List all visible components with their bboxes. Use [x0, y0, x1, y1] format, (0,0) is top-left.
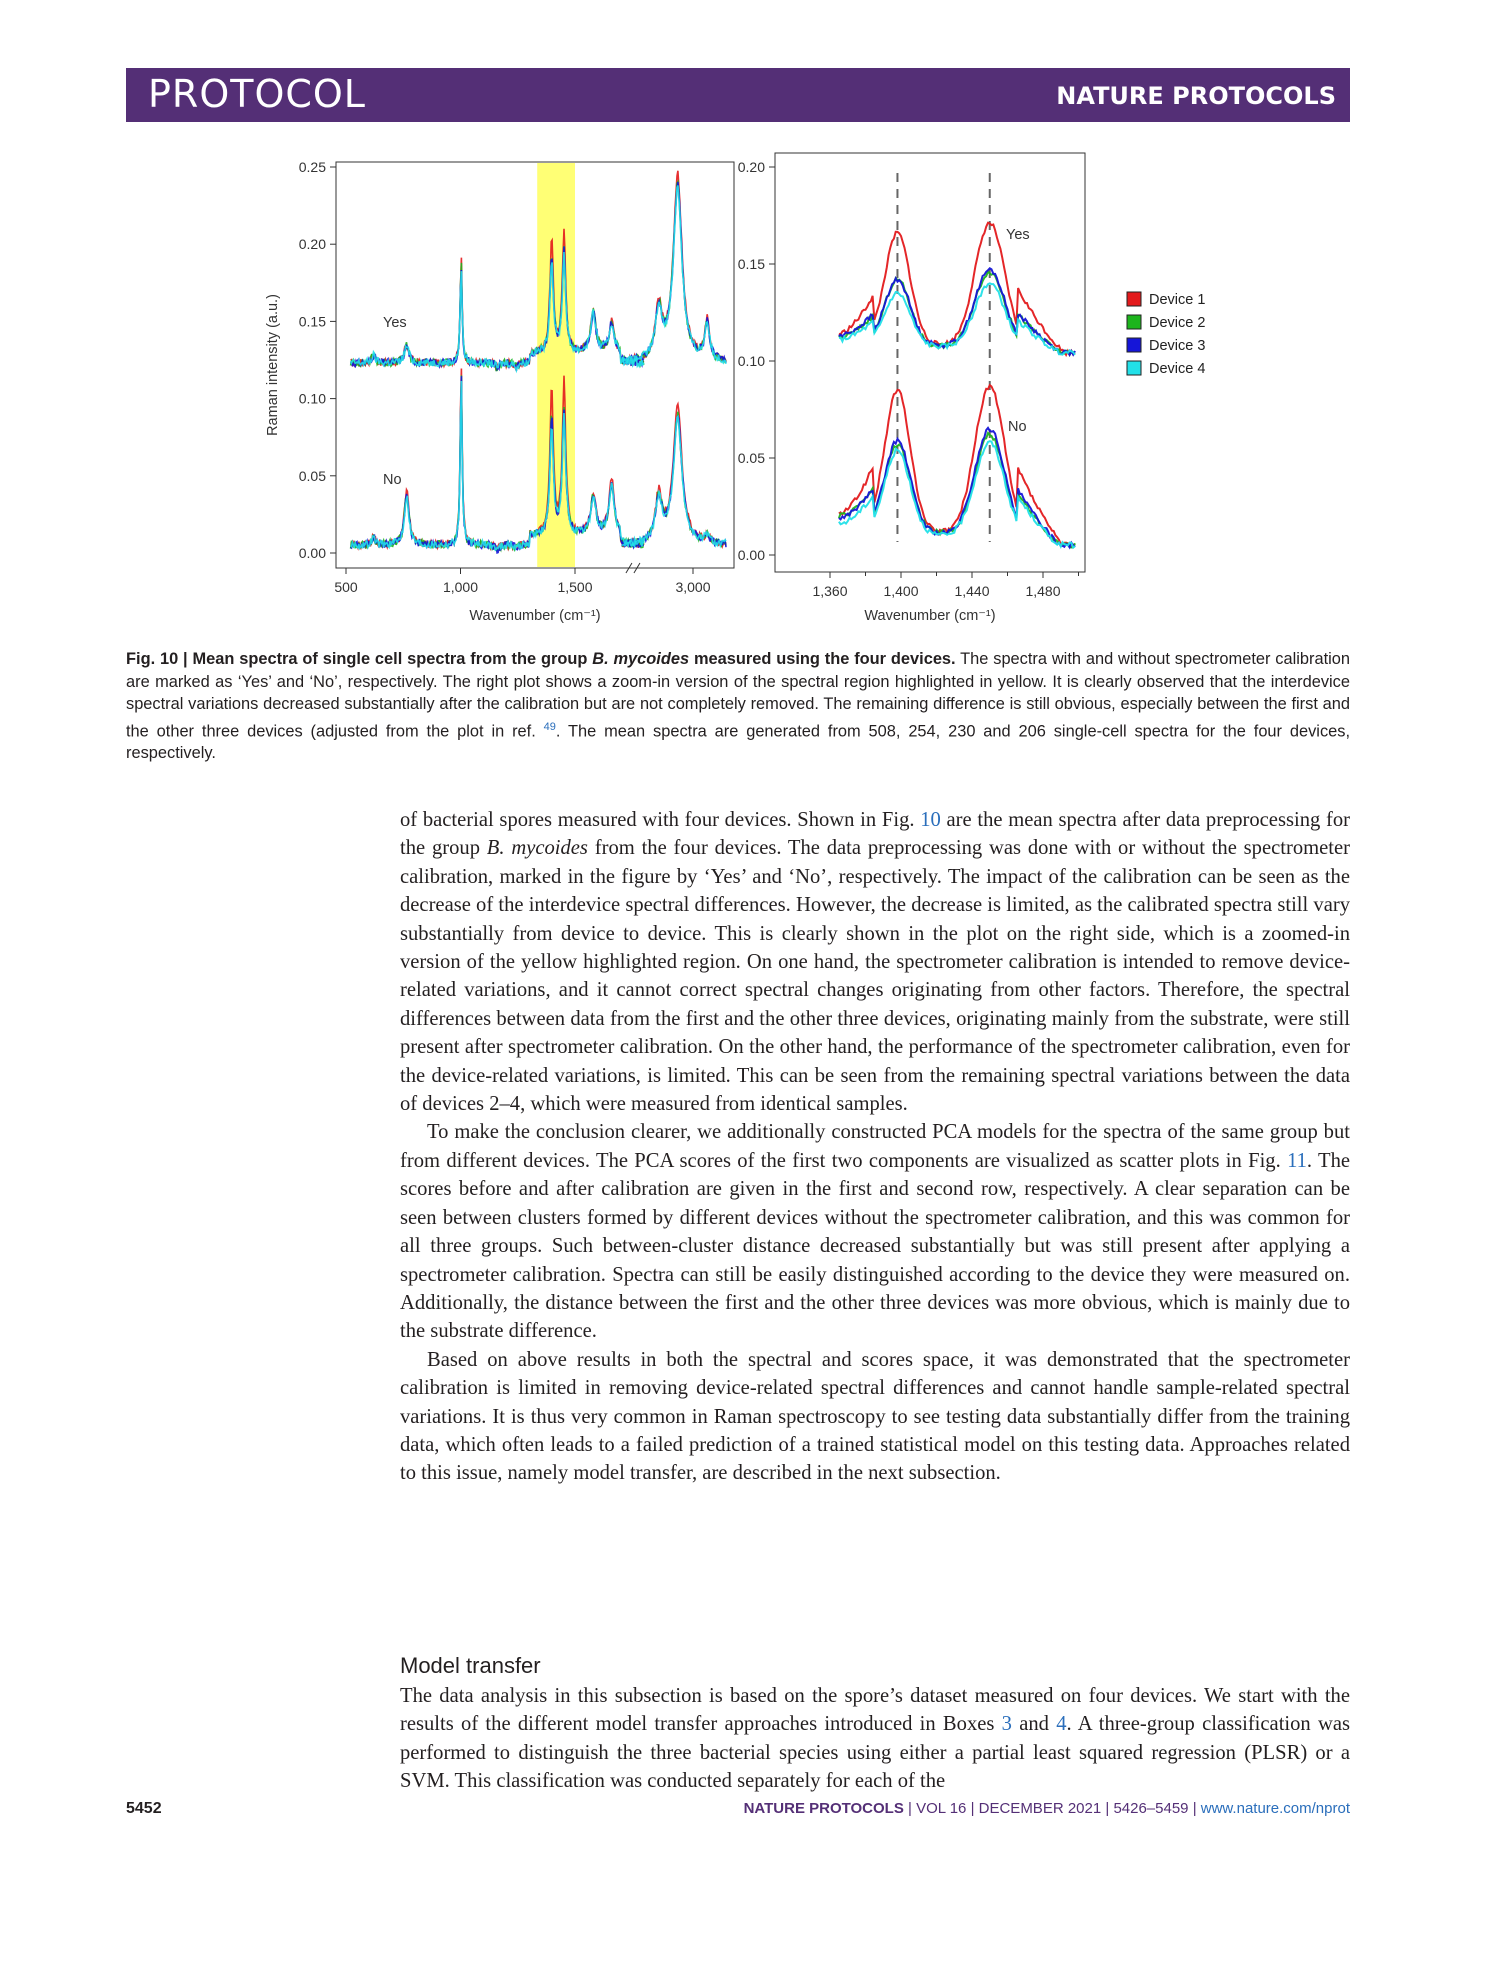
- x-tick-label: 1,400: [883, 583, 919, 599]
- series-line-device-2-yes: [351, 246, 644, 371]
- p1-text-a: of bacterial spores measured with four devices. Shown in Fig.: [400, 809, 921, 831]
- x-axis-label: Wavenumber (cm⁻¹): [469, 608, 601, 624]
- legend-swatch: [1127, 338, 1141, 352]
- legend-swatch: [1127, 292, 1141, 306]
- y-tick-label: 0.20: [737, 159, 765, 175]
- paragraph-4: [400, 1682, 1350, 1796]
- footer-sep: |: [1188, 1800, 1201, 1817]
- caption-ref[interactable]: 49: [543, 720, 556, 733]
- annotation-yes: Yes: [383, 315, 407, 331]
- x-tick-label: 3,000: [675, 579, 711, 595]
- p4-text-b: . A three-group classification was performed to distinguish the three bacterial species using either a partial least squared regression (PLSR) or a SVM. This classification was conducted separately for each of the: [400, 1713, 1351, 1793]
- header-band: [126, 68, 1350, 122]
- p1-text-c: from the four devices. The data preprocessing was done with or without the spectrometer calibration, marked in the figure by ‘Yes’ and ‘No’, respectively. The impact of the calibration can be seen as the decrease of the interdevice spectral differences. However, the decrease is limited, as the calibrated spectra still vary substantially from device to device. This is clearly shown in the plot on the right side, which is a zoomed-in version of the yellow highlighted region. On one hand, the spectrometer calibration is intended to remove device-related variations, and it cannot correct spectral changes originating from other factors. Therefore, the spectral differences between data from the first and the other three devices, originating mainly from the substrate, were still present after spectrometer calibration. On the other hand, the performance of the spectrometer calibration, even for the device-related variations, is limited. This can be seen from the remaining spectral variations between the data of devices 2–4, which were measured from identical samples.: [400, 837, 1350, 1116]
- caption-title-pre: Mean spectra of single cell spectra from the group: [192, 650, 593, 668]
- body-text-2: [400, 1682, 1350, 1796]
- footer-pages: 5426–5459: [1113, 1800, 1189, 1817]
- footer-sep: |: [903, 1800, 917, 1817]
- chart-legend: [1127, 292, 1205, 377]
- y-axis-label: Raman intensity (a.u.): [265, 294, 281, 436]
- x-tick-label: 1,440: [954, 583, 990, 599]
- y-tick-label: 0.20: [298, 236, 326, 253]
- y-tick-label: 0.15: [737, 256, 765, 272]
- y-tick-label: 0.10: [298, 390, 326, 407]
- fig-10-link[interactable]: 10: [920, 809, 941, 831]
- y-tick-label: 0.00: [298, 545, 326, 561]
- p2-text-a: To make the conclusion clearer, we additionally constructed PCA models for the spectra of the same group but from different devices. The PCA scores of the first two components are visualized as scatter plots in Fig.: [400, 1121, 1350, 1172]
- body-text: [400, 806, 1350, 1488]
- caption-label: Fig. 10 |: [126, 650, 188, 668]
- x-tick-label: 500: [334, 579, 358, 595]
- legend-label: Device 3: [1149, 338, 1206, 354]
- left-chart: [265, 159, 734, 624]
- legend-label: Device 4: [1149, 361, 1206, 377]
- footer-sep: |: [966, 1800, 979, 1817]
- p1-text-b: are the mean spectra after data preprocessing for the group: [400, 809, 1350, 860]
- fig-11-link[interactable]: 11: [1287, 1149, 1307, 1172]
- p4-text-a: The data analysis in this subsection is based on the spore’s dataset measured on four devices. We start with the results of the different model transfer approaches introduced in Boxes: [400, 1685, 1350, 1736]
- paragraph-1: [400, 806, 1350, 1118]
- p1-species: B. mycoides: [486, 837, 588, 860]
- series-line-device-2-no: [622, 412, 726, 547]
- legend-swatch: [1127, 315, 1141, 329]
- footer-date: DECEMBER 2021: [978, 1800, 1102, 1817]
- box-3-link[interactable]: 3: [1001, 1713, 1012, 1736]
- footer-citation: [744, 1800, 1350, 1817]
- section-heading: Model transfer: [400, 1653, 541, 1678]
- footer-sep: |: [1101, 1800, 1114, 1817]
- y-tick-label: 0.00: [737, 547, 765, 563]
- footer-journal: NATURE PROTOCOLS: [743, 1800, 904, 1817]
- figure-10: [0, 140, 1489, 640]
- x-axis-label: Wavenumber (cm⁻¹): [864, 608, 996, 624]
- journal-name: NATURE PROTOCOLS: [1056, 82, 1336, 110]
- y-tick-label: 0.05: [298, 467, 326, 484]
- p2-text-b: . The scores before and after calibration are given in the first and second row, respectively. A clear separation can be seen between clusters formed by different devices without the spectrometer calibration, and this was common for all three groups. Such between-cluster distance decreased substantially but was still present after applying a spectrometer calibration. Spectra can still be easily distinguished according to the device they were measured on. Additionally, the distance between the first and the other three devices was more obvious, which is mainly due to the substrate difference.: [400, 1149, 1351, 1343]
- page-number: 5452: [126, 1800, 162, 1817]
- caption-text-a: The spectra with and without spectrometer calibration are marked as ‘Yes’ and ‘No’, respectively. The right plot shows a zoom-in version of the spectral region highlighted in yellow. It is clearly observed that the interdevice spectral variations decreased substantially after the calibration but are not completely removed. The remaining difference is still obvious, especially between the first and the other three devices (adjusted from the plot in ref.: [126, 650, 1351, 740]
- y-tick-label: 0.25: [298, 159, 326, 175]
- right-chart: [738, 153, 1085, 624]
- annotation-no: No: [383, 472, 402, 488]
- x-tick-label: 1,480: [1025, 583, 1061, 599]
- section-title: PROTOCOL: [148, 72, 366, 116]
- figure-caption: [126, 648, 1350, 765]
- caption-title-post: measured using the four devices.: [689, 650, 956, 668]
- x-tick-label: 1,000: [442, 579, 479, 595]
- paragraph-3: Based on above results in both the spectral and scores space, it was demonstrated that the spectrometer calibration is limited in removing device-related spectral differences and cannot handle sample-related spectral variations. It is thus very common in Raman spectroscopy to see testing data substantially differ from the training data, which often leads to a failed prediction of a trained statistical model on this testing data. Approaches related to this issue, namely model transfer, are described in the next subsection.: [400, 1348, 1350, 1485]
- x-tick-label: 1,360: [812, 583, 848, 599]
- y-tick-label: 0.15: [298, 313, 326, 330]
- annotation-no: No: [1008, 419, 1027, 435]
- footer-volume: VOL 16: [916, 1800, 967, 1817]
- series-line-device-4-no: [351, 381, 644, 550]
- y-tick-label: 0.05: [737, 450, 765, 466]
- x-tick-label: 1,500: [557, 579, 593, 595]
- p4-and: and: [1011, 1713, 1057, 1736]
- legend-label: Device 2: [1149, 315, 1206, 331]
- footer-url[interactable]: www.nature.com/nprot: [1200, 1800, 1350, 1817]
- y-tick-label: 0.10: [737, 353, 765, 369]
- annotation-yes: Yes: [1006, 227, 1030, 243]
- box-4-link[interactable]: 4: [1056, 1713, 1067, 1736]
- series-line-device-1-yes: [351, 229, 644, 371]
- caption-text-b: . The mean spectra are generated from 508, 254, 230 and 206 single-cell spectra for the four devices, respectively.: [126, 721, 1351, 763]
- paragraph-2: [400, 1118, 1350, 1345]
- series-line-device-4-yes: [351, 252, 644, 371]
- legend-swatch: [1127, 361, 1141, 375]
- series-line-device-3-yes: [351, 247, 644, 371]
- caption-species: B. mycoides: [592, 650, 690, 668]
- series-line-device-1-no: [622, 404, 726, 547]
- series-line-device-4-yes: [622, 186, 726, 365]
- legend-label: Device 1: [1149, 292, 1206, 308]
